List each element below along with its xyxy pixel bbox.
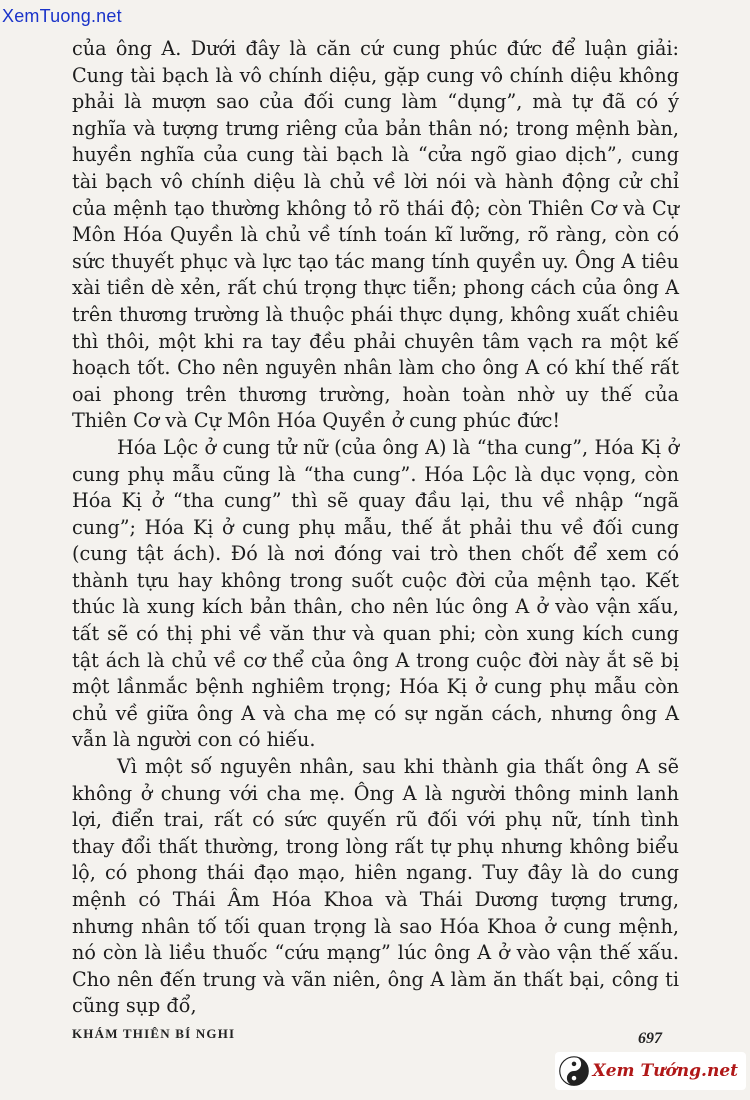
book-title: KHÁM THIÊN BÍ NGHI: [72, 1026, 236, 1041]
paragraph-2: Hóa Lộc ở cung tử nữ (của ông A) là “tha cung”, Hóa Kị ở cung phụ mẫu cũng là “tha cung”. Hóa Lộc là dục vọng, còn Hóa Kị ở “tha cung” thì sẽ quay đầu lại, thu về nhập “ngã cung”; Hóa Kị ở cung phụ mẫu, thế ắt phải thu về đối cung (cung tật ách). Đó là nơi đóng vai trò then chốt để xem có thành tựu hay không trong suốt cuộc đời của mệnh tạo. Kết thúc là xung kích bản thân, cho nên lúc ông A ở vào vận xấu, tất sẽ có thị phi về văn thư và quan phi; còn xung kích cung tật ách là chủ về cơ thể của ông A trong cuộc đời này ắt sẽ bị một lầnmắc bệnh nghiêm trọng; Hóa Kị ở cung phụ mẫu còn chủ về giữa ông A và cha mẹ có sự ngăn cách, nhưng ông A vẫn là người con có hiếu.: [72, 435, 679, 752]
paragraph-3: Vì một số nguyên nhân, sau khi thành gia thất ông A sẽ không ở chung với cha mẹ. Ông A là người thông minh lanh lợi, điển trai, rất có sức quyến rũ đối với phụ nữ, tính tình thay đổi thất thường, trong lòng rất tự phụ nhưng không biểu lộ, có phong thái đạo mạo, hiên ngang. Tuy đây là do cung mệnh có Thái Âm Hóa Khoa và Thái Dương tượng trưng, nhưng nhân tố tối quan trọng là sao Hóa Khoa ở cung mệnh, nó còn là liều thuốc “cứu mạng” lúc ông A ở vào vận thế xấu. Cho nên đến trung và vãn niên, ông A làm ăn thất bại, công ti cũng sụp đổ,: [72, 755, 679, 1018]
brand-watermark: [555, 1052, 746, 1090]
page-number: 697: [638, 1030, 662, 1047]
site-watermark: XemTuong.net: [2, 6, 122, 26]
yin-yang-icon: [559, 1056, 589, 1086]
paragraph-1: của ông A. Dưới đây là căn cứ cung phúc đức để luận giải: Cung tài bạch là vô chính diệu, gặp cung vô chính diệu không phải là mượn sao của đối cung làm “dụng”, mà tự đã có ý nghĩa và tượng trưng riêng của bản thân nó; trong mệnh bàn, huyền nghĩa của cung tài bạch là “cửa ngõ giao dịch”, cung tài bạch vô chính diệu là chủ về lời nói và hành động cử chỉ của mệnh tạo thường không tỏ rõ thái độ; còn Thiên Cơ và Cự Môn Hóa Quyền là chủ về tính toán kĩ lưỡng, rõ ràng, còn có sức thuyết phục và lực tạo tác mang tính quyền uy. Ông A tiêu xài tiền dè xẻn, rất chú trọng thực tiễn; phong cách của ông A trên thương trường là thuộc phái thực dụng, không xuất chiêu thì thôi, một khi ra tay đều phải chuyên tâm vạch ra một kế hoạch tốt. Cho nên nguyên nhân làm cho ông A có khí thế rất oai phong trên thương trường, hoàn toàn nhờ uy thế của Thiên Cơ và Cự Môn Hóa Quyền ở cung phúc đức!: [72, 37, 679, 433]
page-text: [72, 36, 679, 1020]
brand-text: Xem Tướng.net: [592, 1061, 738, 1081]
